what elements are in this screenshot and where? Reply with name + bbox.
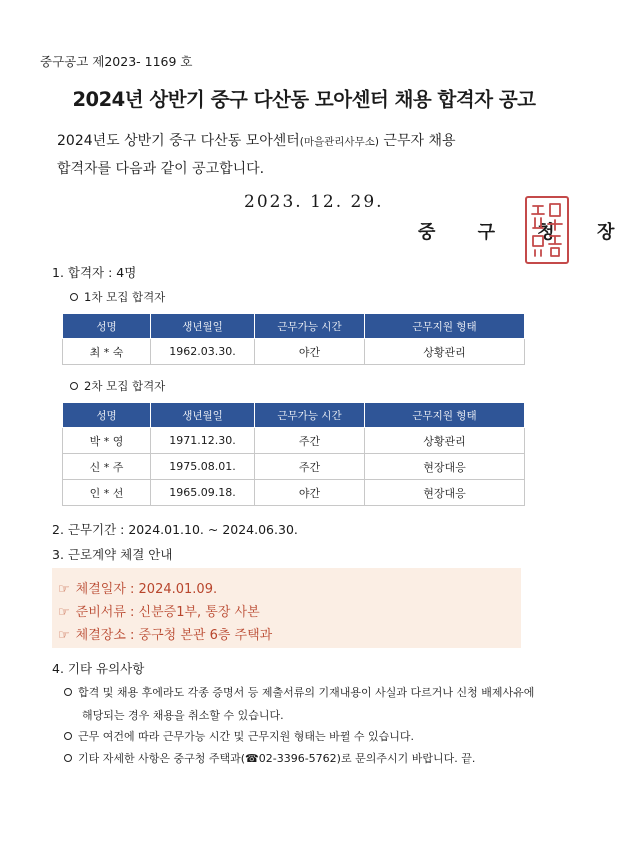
round-2-label-text: 2차 모집 합격자 (84, 379, 166, 393)
bullet-icon (64, 688, 72, 696)
issuer-name: 중 구 청 장 (418, 222, 632, 243)
note-1-text: 합격 및 채용 후에라도 각종 증명서 등 제출서류의 기재내용이 사실과 다르거나 신청 배제사유에 (78, 686, 535, 699)
table-header-row (63, 403, 525, 428)
column-header: 근무지원 형태 (365, 314, 525, 339)
note-2 (64, 728, 414, 744)
bullet-icon (70, 382, 78, 390)
cell-support-type: 상황관리 (365, 339, 525, 365)
table-row (63, 454, 525, 480)
table-row (63, 339, 525, 365)
section-3-heading: 3. 근로계약 체결 안내 (52, 547, 173, 562)
document-title: 2024년 상반기 중구 다산동 모아센터 채용 합격자 공고 (72, 88, 536, 111)
pointing-hand-icon: ☞ (58, 628, 70, 643)
note-2-text: 근무 여건에 따라 근무가능 시간 및 근무지원 형태는 바뀔 수 있습니다. (78, 730, 414, 743)
intro-line-1-small: (마을관리사무소) (299, 136, 379, 148)
section-1-heading: 1. 합격자 : 4명 (52, 265, 137, 280)
cell-hours: 야간 (255, 339, 365, 365)
table-row (63, 480, 525, 506)
column-header: 성명 (63, 314, 151, 339)
cell-support-type: 상황관리 (365, 428, 525, 454)
cell-support-type: 현장대응 (365, 454, 525, 480)
column-header: 근무가능 시간 (255, 314, 365, 339)
round-1-label-text: 1차 모집 합격자 (84, 290, 166, 304)
note-3-text: 기타 자세한 사항은 중구청 주택과(☎02-3396-5762)로 문의주시기 바랍니다. 끝. (78, 752, 476, 765)
cell-name: 박 * 영 (63, 428, 151, 454)
round-2-table (62, 402, 525, 506)
cell-hours: 주간 (255, 428, 365, 454)
column-header: 생년월일 (151, 403, 255, 428)
contract-item (58, 624, 272, 643)
note-1-continued: 해당되는 경우 채용을 취소할 수 있습니다. (82, 709, 284, 722)
column-header: 성명 (63, 403, 151, 428)
column-header: 생년월일 (151, 314, 255, 339)
cell-name: 최 * 숙 (63, 339, 151, 365)
notice-date: 2023. 12. 29. (244, 192, 384, 212)
round-1-table (62, 313, 525, 365)
contract-item-text: 체결일자 : 2024.01.09. (75, 582, 218, 597)
bullet-icon (64, 732, 72, 740)
cell-birthdate: 1965.09.18. (151, 480, 255, 506)
intro-line-2: 합격자를 다음과 같이 공고합니다. (57, 161, 265, 177)
note-3 (64, 750, 475, 766)
seal-graphic (527, 198, 567, 262)
intro-line-1-part-b: 근무자 채용 (378, 133, 456, 149)
column-header: 근무가능 시간 (255, 403, 365, 428)
intro-line-1 (57, 130, 456, 150)
round-2-label (70, 378, 165, 394)
contract-item-text: 체결장소 : 중구청 본관 6층 주택과 (75, 628, 273, 643)
table-row (63, 428, 525, 454)
cell-name: 신 * 주 (63, 454, 151, 480)
contract-item (58, 578, 217, 597)
table-header-row (63, 314, 525, 339)
pointing-hand-icon: ☞ (58, 605, 70, 620)
cell-hours: 야간 (255, 480, 365, 506)
pointing-hand-icon: ☞ (58, 582, 70, 597)
section-2-heading: 2. 근무기간 : 2024.01.10. ~ 2024.06.30. (52, 522, 298, 537)
note-1 (64, 684, 534, 700)
cell-name: 인 * 선 (63, 480, 151, 506)
contract-item-text: 준비서류 : 신분증1부, 통장 사본 (75, 605, 260, 620)
contract-item (58, 601, 260, 620)
bullet-icon (64, 754, 72, 762)
notice-number: 중구공고 제2023- 1169 호 (40, 54, 193, 69)
intro-line-1-part-a: 2024년도 상반기 중구 다산동 모아센터 (57, 133, 300, 149)
column-header: 근무지원 형태 (365, 403, 525, 428)
section-4-heading: 4. 기타 유의사항 (52, 661, 145, 676)
cell-birthdate: 1971.12.30. (151, 428, 255, 454)
bullet-icon (70, 293, 78, 301)
official-seal-icon (525, 196, 569, 264)
cell-birthdate: 1975.08.01. (151, 454, 255, 480)
cell-birthdate: 1962.03.30. (151, 339, 255, 365)
cell-support-type: 현장대응 (365, 480, 525, 506)
round-1-label (70, 289, 165, 305)
cell-hours: 주간 (255, 454, 365, 480)
